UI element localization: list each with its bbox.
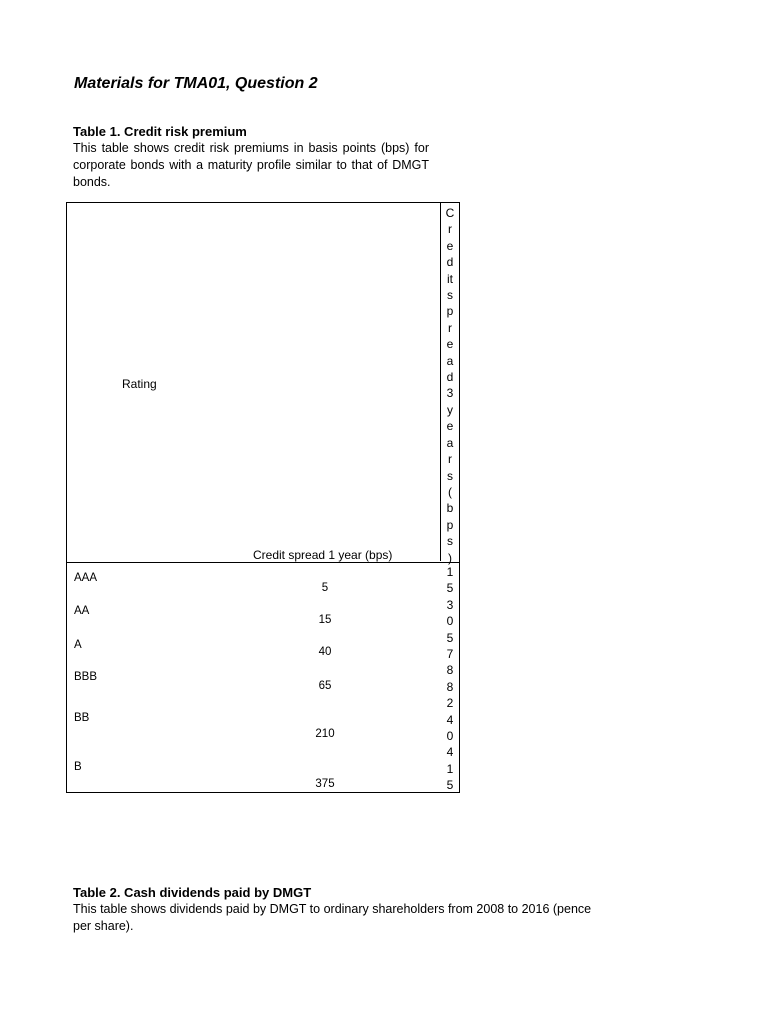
value-char: 7 <box>446 647 454 662</box>
rating-cell: AAA <box>74 572 98 584</box>
spread-1y-cell: 210 <box>315 728 335 740</box>
spread-1y-cell: 65 <box>318 680 332 692</box>
rating-column-header: Rating <box>122 377 157 391</box>
header-char: y <box>447 402 453 417</box>
value-char: 5 <box>446 630 454 645</box>
header-divider <box>67 562 459 563</box>
header-char: e <box>446 419 454 434</box>
value-char: 8 <box>446 663 454 678</box>
rating-cell: BB <box>74 712 90 724</box>
value-char: 1 <box>446 565 454 579</box>
header-char: e <box>446 337 454 352</box>
value-char: 4 <box>446 712 454 727</box>
header-char: b <box>446 501 454 516</box>
header-char: p <box>446 517 454 532</box>
header-char: it <box>447 271 453 286</box>
header-char: s <box>447 288 453 303</box>
table2-caption-description: This table shows dividends paid by DMGT to ordinary shareholders from 2008 to 2016 (pence per share). <box>73 902 592 933</box>
header-char: C <box>445 206 455 220</box>
header-char: r <box>448 452 452 467</box>
value-char: 2 <box>446 696 454 711</box>
rating-cell: AA <box>74 605 90 617</box>
header-char: 3 <box>446 386 454 401</box>
page-heading: Materials for TMA01, Question 2 <box>74 75 318 92</box>
header-char: s <box>447 534 453 549</box>
spread-1y-column-header: Credit spread 1 year (bps) <box>253 548 393 562</box>
header-char: a <box>446 435 454 450</box>
value-char: 0 <box>446 614 454 629</box>
header-char: ( <box>448 484 452 499</box>
table2-caption-title: Table 2. Cash dividends paid by DMGT <box>73 885 312 900</box>
value-char: 0 <box>446 729 454 744</box>
header-char: ) <box>448 550 452 565</box>
rating-cell: B <box>74 761 82 773</box>
table1-caption-title: Table 1. Credit risk premium <box>73 124 247 139</box>
rating-cell: A <box>74 639 82 651</box>
header-char: e <box>446 238 454 253</box>
value-char: 5 <box>446 581 454 596</box>
header-char: a <box>446 353 454 368</box>
header-char: p <box>446 304 454 319</box>
value-char: 1 <box>446 761 454 776</box>
spread-1y-cell: 5 <box>321 582 329 594</box>
value-char: 4 <box>446 745 454 760</box>
value-char: 8 <box>446 679 454 694</box>
rating-cell: BBB <box>74 671 98 683</box>
spread-1y-cell: 15 <box>318 614 332 626</box>
spread-1y-cell: 40 <box>318 646 332 658</box>
header-char: s <box>447 468 453 483</box>
header-char: d <box>446 255 454 270</box>
header-char: r <box>448 222 452 237</box>
credit-risk-table <box>66 202 460 793</box>
header-char: r <box>448 320 452 335</box>
value-char: 5 <box>446 778 454 793</box>
table1-caption-description: This table shows credit risk premiums in basis points (bps) for corporate bonds with a maturity profile similar to that of DMGT bonds. <box>73 141 429 189</box>
value-char: 3 <box>446 597 454 612</box>
header-char: d <box>446 370 454 385</box>
spread-3y-column-header <box>441 205 459 566</box>
spread-3y-values <box>441 564 459 794</box>
spread-1y-cell: 375 <box>315 778 335 790</box>
